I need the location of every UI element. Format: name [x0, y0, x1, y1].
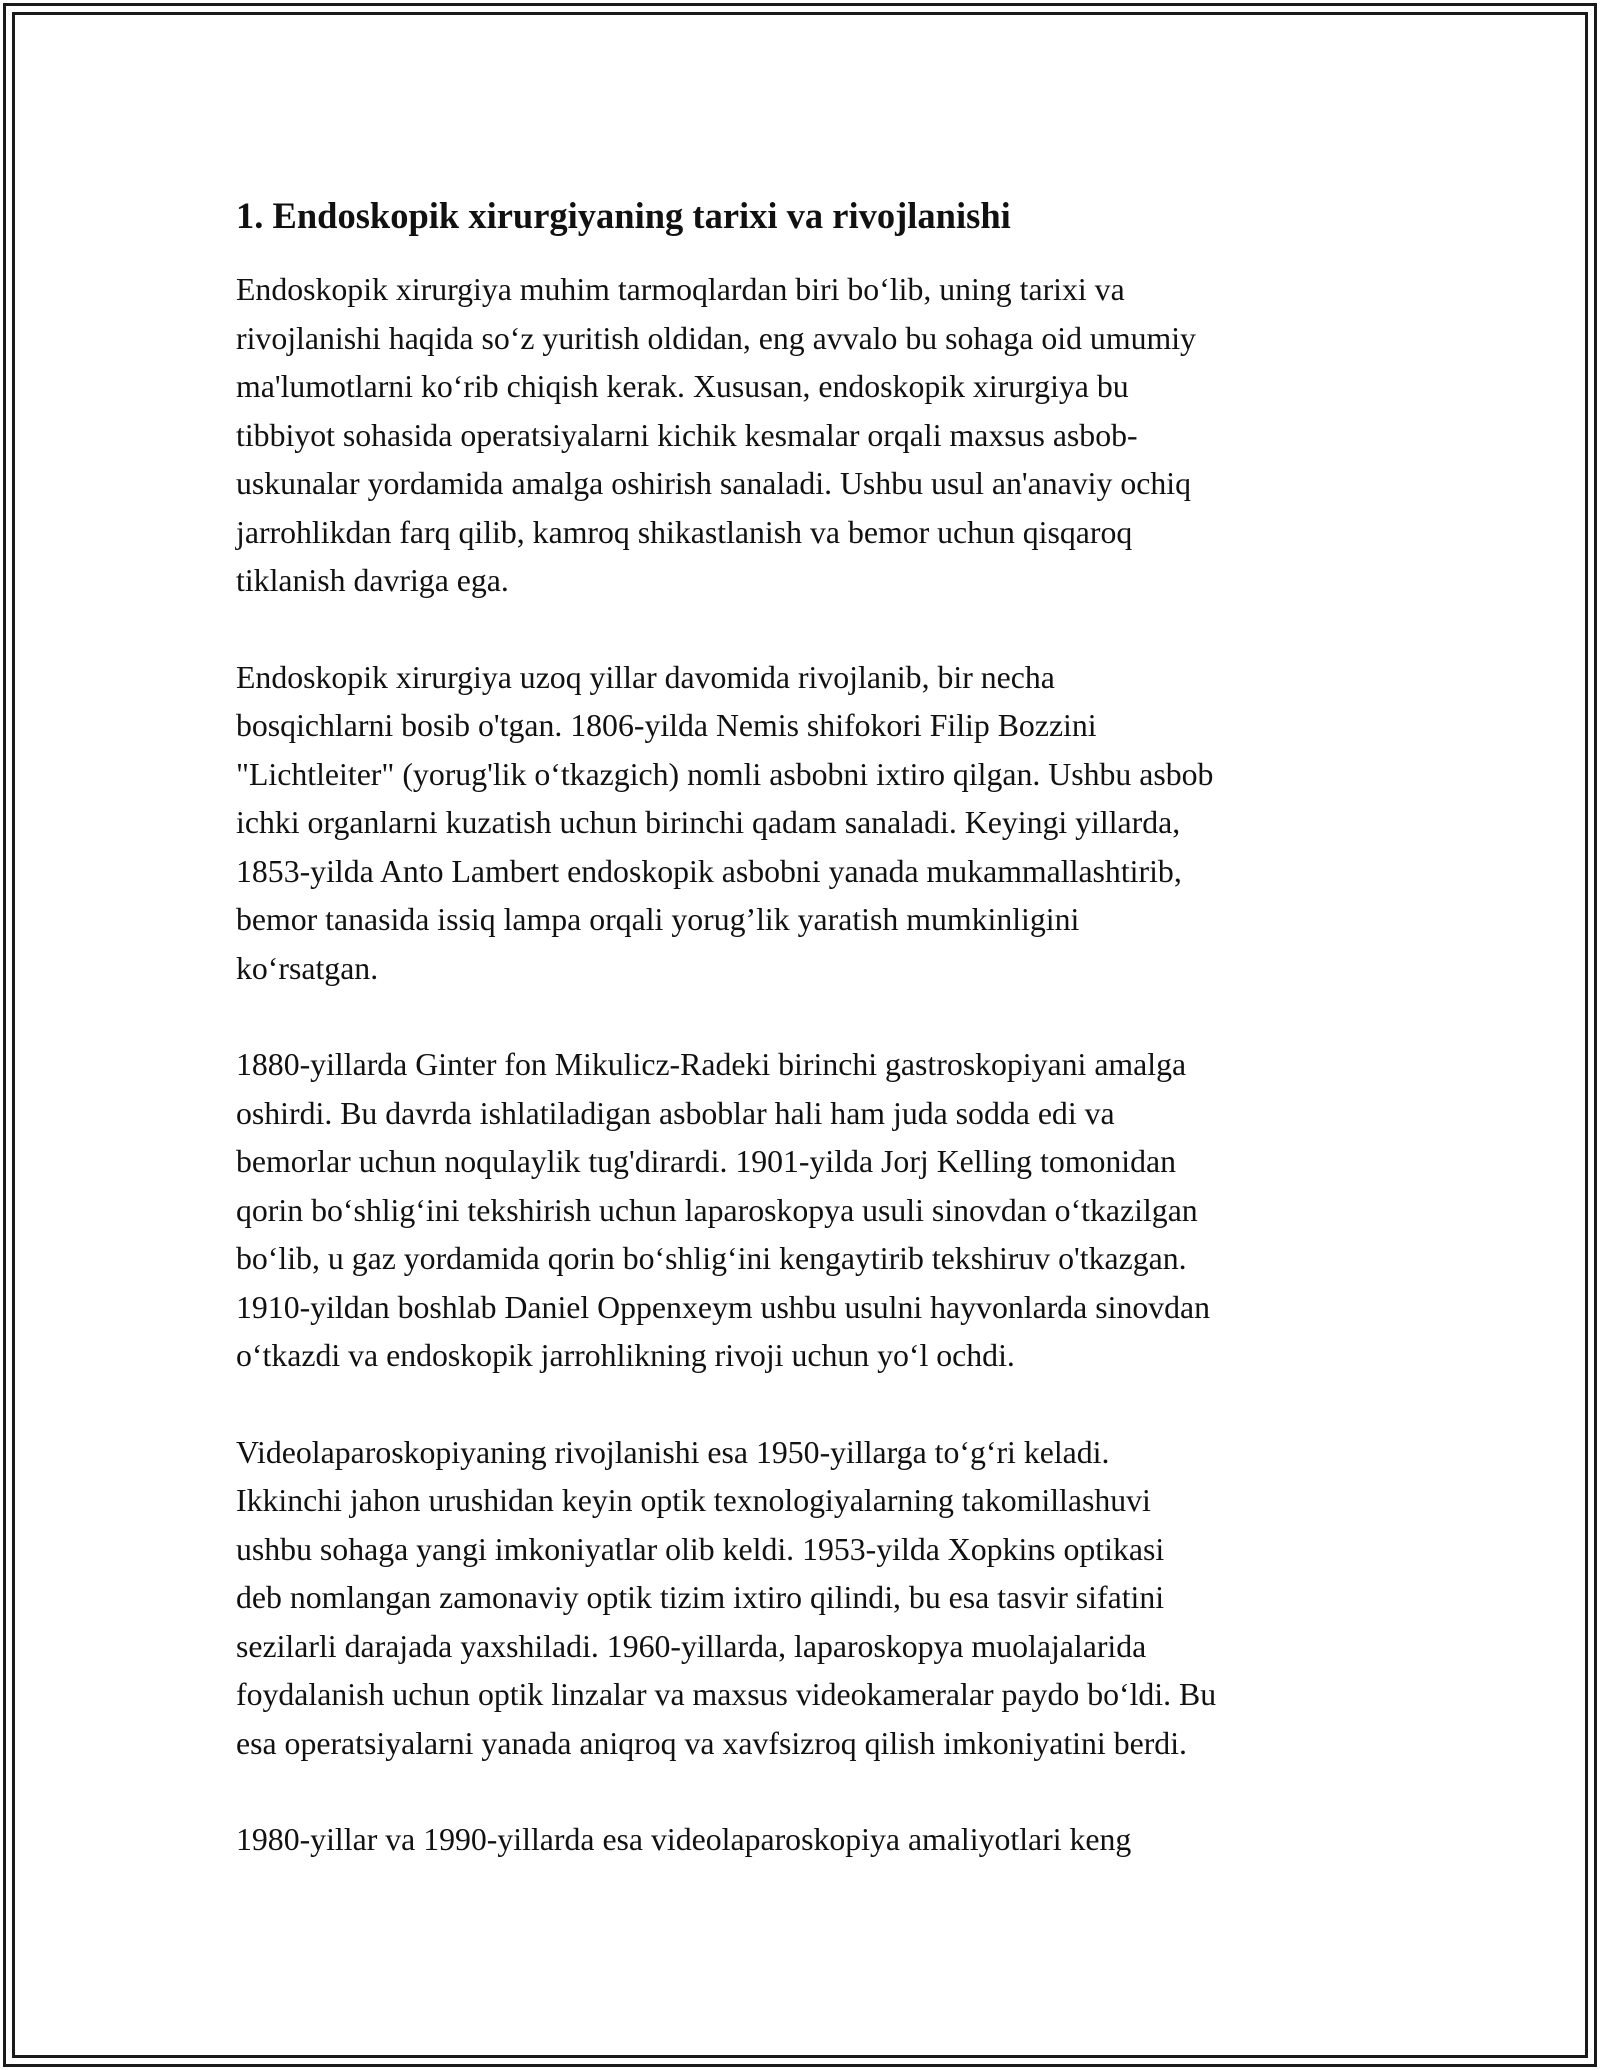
- paragraph-continuation: 1980-yillar va 1990-yillarda esa videolaparoskopiya amaliyotlari keng: [236, 1822, 1132, 1857]
- paragraph-videolaparoscopy: Videolaparoskopiyaning rivojlanishi esa 1950-yillarga to‘g‘ri keladi. Ikkinchi jahon urushidan keyin optik texnologiyalarning takomillashuvi ushbu sohaga yangi imkoniyatlar olib keldi. 1953-yilda Xopkins optikasi deb nomlangan zamonaviy optik tizim ixtiro qilindi, bu esa tasvir sifatini sezilarli darajada yaxshiladi. 1960-yillarda, laparoskopya muolajalarida foydalanish uchun optik linzalar va maxsus videokameralar paydo bo‘ldi. Bu esa operatsiyalarni yanada aniqroq va xavfsizroq qilish imkoniyatini berdi.: [236, 1434, 1217, 1761]
- paragraph-intro: Endoskopik xirurgiya muhim tarmoqlardan biri bo‘lib, uning tarixi va rivojlanishi haqida so‘z yuritish oldidan, eng avvalo bu sohaga oid umumiy ma'lumotlarni ko‘rib chiqish kerak. Xususan, endoskopik xirurgiya bu tibbiyot sohasida operatsiyalarni kichik kesmalar orqali maxsus asbob- uskunalar yordamida amalga oshirish sanaladi. Ushbu usul an'anaviy ochiq jarrohlikdan farq qilib, kamroq shikastlanish va bemor uchun qisqaroq tiklanish davriga ega.: [236, 272, 1196, 598]
- paragraph-early-history: Endoskopik xirurgiya uzoq yillar davomida rivojlanib, bir necha bosqichlarni bosib o'tgan. 1806-yilda Nemis shifokori Filip Bozzini "Lichtleiter" (yorug'lik o‘tkazgich) nomli asbobni ixtiro qilgan. Ushbu asbob ichki organlarni kuzatish uchun birinchi qadam sanaladi. Keyingi yillarda, 1853-yilda Anto Lambert endoskopik asbobni yanada mukammallashtirib, bemor tanasida issiq lampa orqali yorug’lik yaratish mumkinligini ko‘rsatgan.: [236, 659, 1214, 986]
- document-content: [236, 188, 1366, 1865]
- section-heading: 1. Endoskopik xirurgiyaning tarixi va rivojlanishi: [236, 195, 1011, 236]
- paragraph-laparoscopy-origins: 1880-yillarda Ginter fon Mikulicz-Radeki birinchi gastroskopiyani amalga oshirdi. Bu davrda ishlatiladigan asboblar hali ham juda sodda edi va bemorlar uchun noqulaylik tug'dirardi. 1901-yilda Jorj Kelling tomonidan qorin bo‘shlig‘ini tekshirish uchun laparoskopya usuli sinovdan o‘tkazilgan bo‘lib, u gaz yordamida qorin bo‘shlig‘ini kengaytirib tekshiruv o'tkazgan. 1910-yildan boshlab Daniel Oppenxeym ushbu usulni hayvonlarda sinovdan o‘tkazdi va endoskopik jarrohlikning rivoji uchun yo‘l ochdi.: [236, 1047, 1211, 1373]
